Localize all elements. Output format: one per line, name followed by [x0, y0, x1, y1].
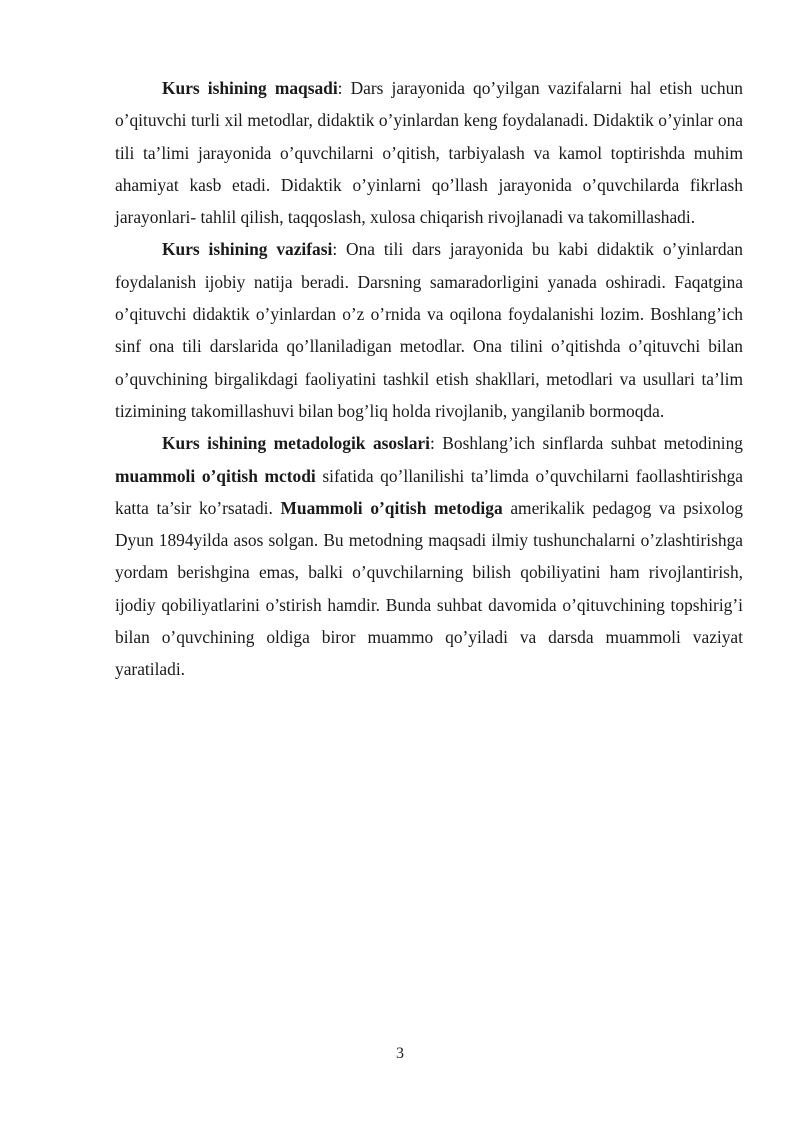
paragraph-tasks-heading: Kurs ishining vazifasi — [162, 239, 333, 260]
page-number: 3 — [396, 1045, 404, 1062]
document-body — [115, 72, 743, 686]
paragraph-tasks — [115, 233, 743, 427]
paragraph-methodology-text-1: : Boshlang’ich sinflarda suhbat metodining — [429, 433, 743, 454]
paragraph-goal — [115, 72, 743, 233]
paragraph-methodology-bold-2: Muammoli o’qitish metodiga — [280, 497, 503, 518]
paragraph-methodology-bold-1: muammoli o’qitish mctodi — [115, 465, 316, 486]
paragraph-methodology — [115, 427, 743, 685]
paragraph-goal-text: : Dars jarayonida qo’yilgan vazifalarni hal etish uchun o’qituvchi turli xil metodlar, didaktik o’yinlardan keng foydalanadi. Didaktik o’yinlar ona tili ta’limi jarayonida o’quvchilarni o’qitish, tarbiyalash va kamol toptirishda muhim ahamiyat kasb etadi. Didaktik o’yinlarni qo’llash jarayonida o’quvchilarda fikrlash jarayonlari- tahlil qilish, taqqoslash, xulosa chiqarish rivojlanadi va takomillashadi. — [115, 78, 743, 228]
paragraph-tasks-text: : Ona tili dars jarayonida bu kabi didaktik o’yinlardan foydalanish ijobiy natija beradi. Darsning samaradorligini yanada oshiradi. Faqatgina o’qituvchi didaktik o’yinlardan o’z o’rnida va oqilona foydalanishi lozim. Boshlang’ich sinf ona tili darslarida qo’llaniladigan metodlar. Ona tilini o’qitishda o’qituvchi bilan o’quvchining birgalikdagi faoliyatini tashkil etish shakllari, metodlari va usullari ta’lim tizimining takomillashuvi bilan bog’liq holda rivojlanib, yangilanib bormoqda. — [115, 239, 743, 421]
paragraph-methodology-heading: Kurs ishining metadologik asoslari — [162, 433, 430, 454]
paragraph-methodology-text-2: sifatida qo’llanilishi ta’limda o’quvchilarni faollashtirishga katta ta’sir ko’rsatadi. — [115, 465, 743, 518]
paragraph-goal-heading: Kurs ishining maqsadi — [162, 78, 338, 98]
paragraph-methodology-text-3: amerikalik pedagog va psixolog Dyun 1894yilda asos solgan. Bu metodning maqsadi ilmiy tushunchalarni o’zlashtirishga yordam berishgina emas, balki o’quvchilarning bilish qobiliyatini ham rivojlantirish, ijodiy qobiliyatlarini o’stirish hamdir. Bunda suhbat davomida o’qituvchining topshirig’i bilan o’quvchining oldiga biror muammo qo’yiladi va darsda muammoli vaziyat yaratiladi. — [115, 497, 743, 680]
